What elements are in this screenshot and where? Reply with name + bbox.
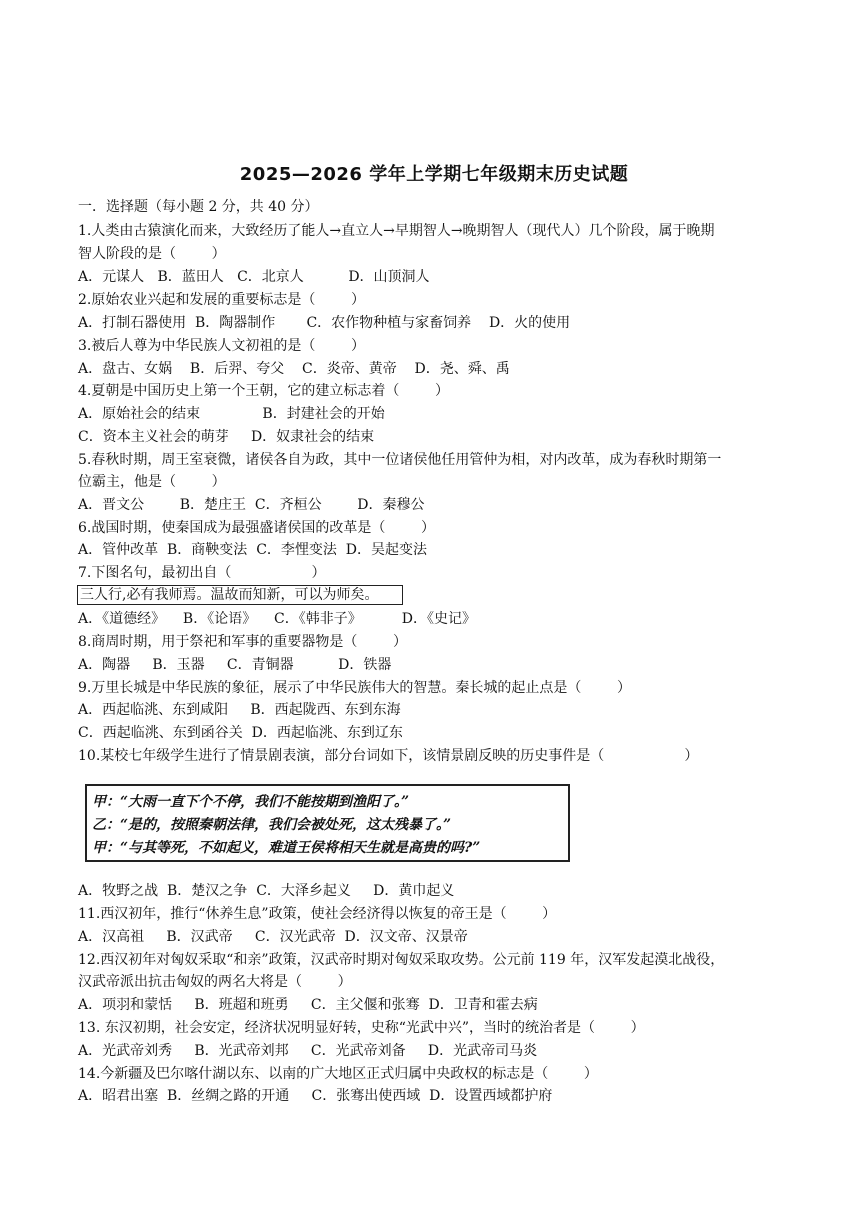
question-1-options: A．元谋人 B．蓝田人 C．北京人 D．山顶洞人 [78,269,430,285]
question-13: 13. 东汉初期，社会安定，经济状况明显好转，史称“光武中兴”，当时的统治者是（ ） [78,1020,645,1036]
dialogue-line-3: 甲：“与其等死，不如起义，难道王侯将相天生就是高贵的吗?” [92,840,481,856]
quote-text: 三人行,必有我师焉。温故而知新，可以为师矣。 [80,587,379,603]
section-heading: 一．选择题（每小题 2 分，共 40 分） [78,199,319,215]
dialogue-line-1: 甲：“大雨一直下个不停，我们不能按期到渔阳了。” [92,794,410,810]
question-9-options-cd: C．西起临洮、东到函谷关 D．西起临洮、东到辽东 [78,725,403,741]
exam-title: 2025—2026 学年上学期七年级期末历史试题 [239,164,629,185]
question-8: 8.商周时期，用于祭祀和军事的重要器物是（ ） [78,634,407,650]
question-5-line-1: 5.春秋时期，周王室衰微，诸侯各自为政，其中一位诸侯他任用管仲为相，对内改革，成为春秋时期第一 [78,452,722,468]
question-12-options: A．项羽和蒙恬 B．班超和班勇 C．主父偃和张骞 D．卫青和霍去病 [78,997,538,1013]
question-6-options: A．管仲改革 B．商鞅变法 C．李悝变法 D．吴起变法 [78,542,428,558]
question-4-options-ab: A．原始社会的结束 B．封建社会的开始 [78,406,385,422]
question-11: 11.西汉初年，推行“休养生息”政策，使社会经济得以恢复的帝王是（ ） [78,906,557,922]
question-5-line-2: 位霸主，他是（ ） [78,474,226,490]
question-8-options: A．陶器 B．玉器 C．青铜器 D．铁器 [78,657,392,673]
question-1-line-1: 1.人类由古猿演化而来，大致经历了能人→直立人→早期智人→晚期智人（现代人）几个阶段，属于晚期 [78,223,715,239]
question-14: 14.今新疆及巴尔喀什湖以东、以南的广大地区正式归属中央政权的标志是（ ） [78,1066,598,1082]
question-4-options-cd: C．资本主义社会的萌芽 D．奴隶社会的结束 [78,429,375,445]
question-3-options: A．盘古、女娲 B．后羿、夸父 C．炎帝、黄帝 D．尧、舜、禹 [78,361,510,377]
question-3: 3.被后人尊为中华民族人文初祖的是（ ） [78,338,365,354]
question-12-line-2: 汉武帝派出抗击匈奴的两名大将是（ ） [78,974,352,990]
question-14-options: A．昭君出塞 B．丝绸之路的开通 C．张骞出使西域 D．设置西域都护府 [78,1088,553,1104]
question-9-options-ab: A．西起临洮、东到咸阳 B．西起陇西、东到东海 [78,702,401,718]
question-12-line-1: 12.西汉初年对匈奴采取“和亲”政策，汉武帝时期对匈奴采取攻势。公元前 119 年，汉军发起漠北战役， [78,952,725,968]
question-13-options: A．光武帝刘秀 B．光武帝刘邦 C．光武帝刘备 D．光武帝司马炎 [78,1043,538,1059]
question-11-options: A．汉高祖 B．汉武帝 C．汉光武帝 D．汉文帝、汉景帝 [78,929,468,945]
question-5-options: A．晋文公 B．楚庄王 C．齐桓公 D．秦穆公 [78,497,425,513]
question-9: 9.万里长城是中华民族的象征，展示了中华民族伟大的智慧。秦长城的起止点是（ ） [78,680,631,696]
question-1-line-2: 智人阶段的是（ ） [78,246,226,262]
question-4: 4.夏朝是中国历史上第一个王朝，它的建立标志着（ ） [78,383,449,399]
question-6: 6.战国时期，使秦国成为最强盛诸侯国的改革是（ ） [78,520,435,536]
question-7: 7.下图名句，最初出自（ ） [78,565,326,581]
question-10-options: A．牧野之战 B．楚汉之争 C．大泽乡起义 D．黄巾起义 [78,883,455,899]
question-10: 10.某校七年级学生进行了情景剧表演，部分台词如下，该情景剧反映的历史事件是（ ） [78,748,699,764]
question-7-options: A．《道德经》 B．《论语》 C．《韩非子》 D．《史记》 [78,611,476,627]
dialogue-line-2: 乙：“是的，按照秦朝法律，我们会被处死，这太残暴了。” [92,817,452,833]
question-2-options: A．打制石器使用 B．陶器制作 C．农作物种植与家畜饲养 D．火的使用 [78,315,571,331]
question-2: 2.原始农业兴起和发展的重要标志是（ ） [78,292,365,308]
